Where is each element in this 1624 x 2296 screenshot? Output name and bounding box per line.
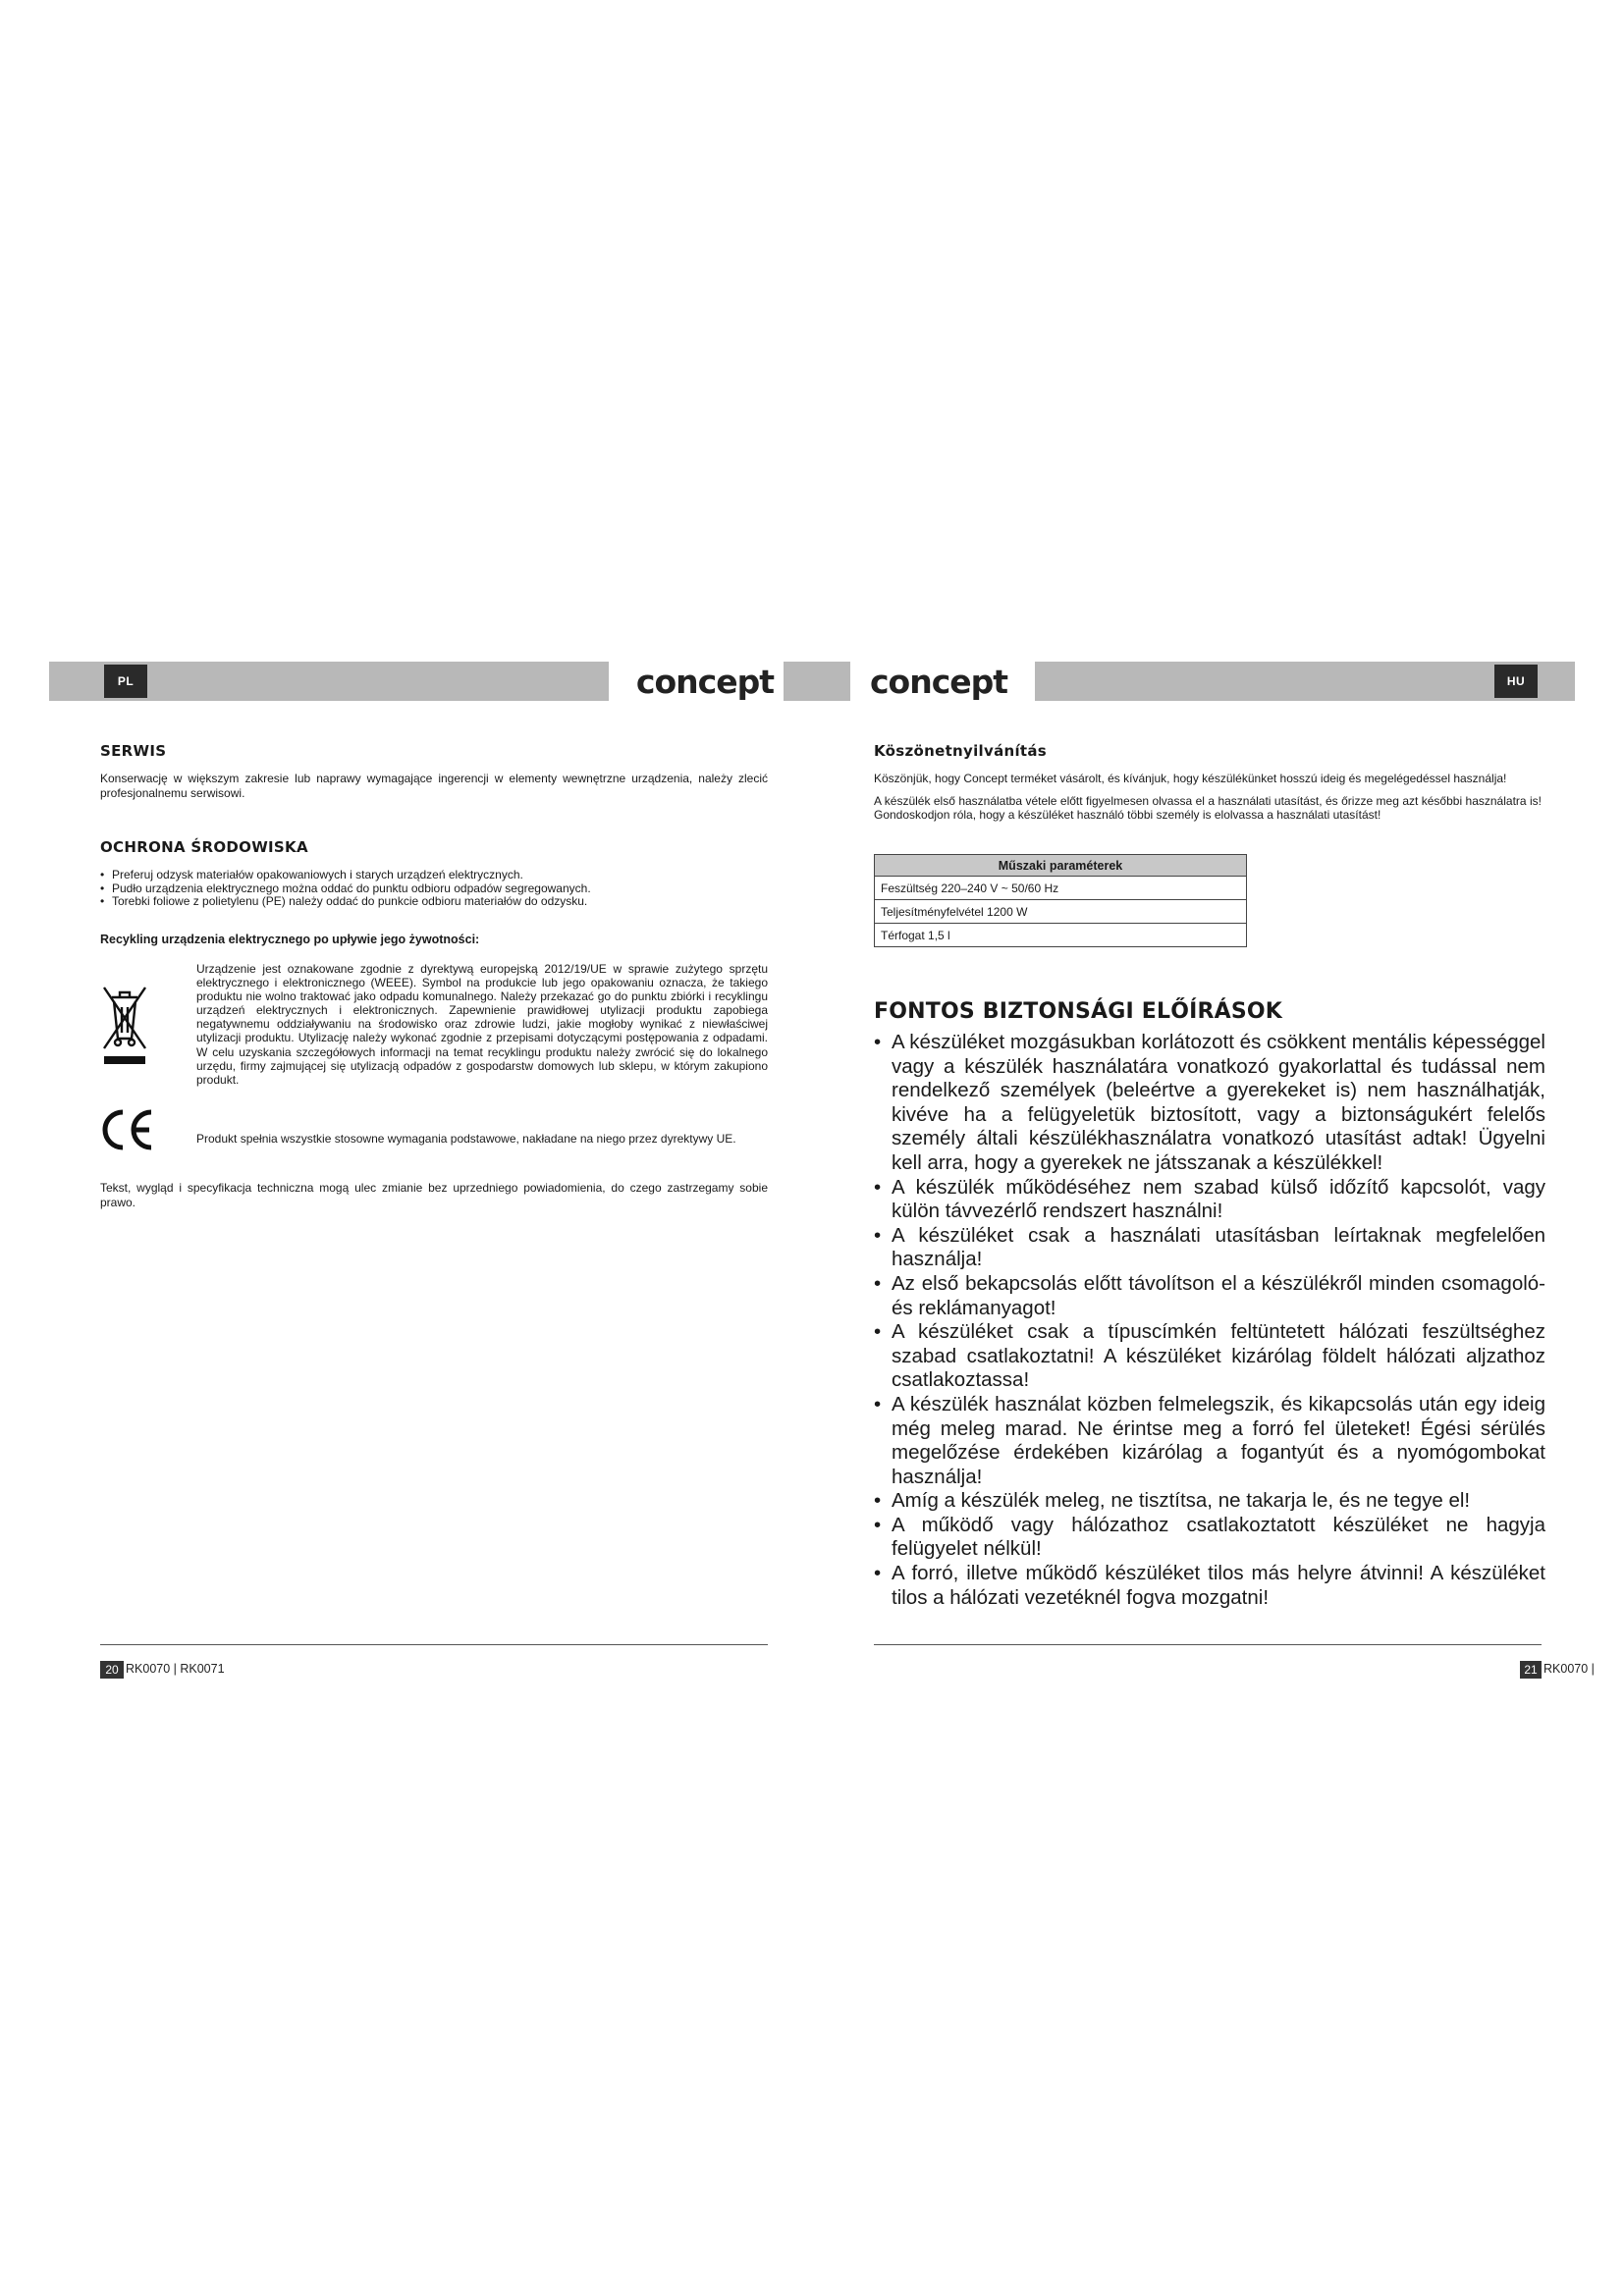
section-serwis	[100, 742, 768, 800]
recykling-title: Recykling urządzenia elektrycznego po upływie jego żywotności:	[100, 933, 480, 946]
footer-divider-right	[874, 1644, 1542, 1645]
ce-mark-icon	[98, 1107, 155, 1152]
safety-title: FONTOS BIZTONSÁGI ELŐÍRÁSOK	[874, 999, 1283, 1024]
list-item: • A készüléket mozgásukban korlátozott és csökkent mentális képességgel vagy a készülék használatára vonatkozó gyakorlattal és tudással nem rendelkező személyek (beleértve a gyerekeket is) nem használhatják, kivéve ha a felügyeletük biztosított, vagy a biztonságukért felelős személy általi készülékhasználatra vonatkozó utasítást adtak! Ügyelni kell arra, hogy a gyerekek ne játsszanak a készülékkel!	[874, 1031, 1545, 1176]
ce-text: Produkt spełnia wszystkie stosowne wymagania podstawowe, nakładane na niego przez dyrektywy UE.	[196, 1132, 736, 1146]
spec-row: Teljesítményfelvétel 1200 W	[875, 900, 1247, 924]
language-badge-pl: PL	[104, 665, 147, 698]
footer-divider-left	[100, 1644, 768, 1645]
brand-logo-left: concept	[609, 662, 784, 701]
recykling-text: Urządzenie jest oznakowane zgodnie z dyrektywą europejską 2012/19/UE w sprawie zużytego sprzętu elektrycznego i elektronicznego (WEEE). Symbol na produkcie lub jego opakowaniu oznacza, że takiego produktu nie wolno traktować jako odpadu komunalnego. Należy przekazać go do punktu zbiórki i recyklingu urządzeń elektrycznych i elektronicznych. Zapewnienie prawidłowej utylizacji produktu zapobiega negatywnemu oddziaływaniu na środowisko oraz zdrowie ludzi, jakie mogłoby wynikać z niewłaściwej utylizacji produktu. Utylizację należy wykonać zgodnie z przepisami dotyczącymi postępowania z odpadami. W celu uzyskania szczegółowych informacji na temat recyklingu produktu należy zwrócić się do lokalnego urzędu, firmy zajmującej się utylizacją odpadów z gospodarstw domowych lub sklepu, w którym zakupiono produkt.	[196, 962, 768, 1087]
ochrona-list	[100, 869, 768, 909]
list-item: • Amíg a készülék meleg, ne tisztítsa, ne takarja le, és ne tegye el!	[874, 1489, 1545, 1514]
page-number-right: 21	[1520, 1661, 1542, 1679]
serwis-text: Konserwację w większym zakresie lub naprawy wymagające ingerencji w elementy wewnętrzne urządzenia, należy zlecić profesjonalnemu serwisowi.	[100, 772, 768, 800]
list-item: • Az első bekapcsolás előtt távolítson el a készülékről minden csomagoló- és reklámanyagot!	[874, 1272, 1545, 1320]
list-item: • A forró, illetve működő készüléket tilos más helyre átvinni! A készüléket tilos a hálózati vezetéknél fogva mozgatni!	[874, 1562, 1545, 1610]
footer-model-right: RK0070 |	[1543, 1662, 1595, 1676]
safety-list	[874, 1031, 1545, 1610]
thanks-title: Köszönetnyilvánítás	[874, 742, 1048, 760]
thanks-text-1: Köszönjük, hogy Concept terméket vásárolt, és kívánjuk, hogy készülékünket hosszú ideig és megelégedéssel használja!	[874, 772, 1507, 785]
list-item: • A készülék használat közben felmelegszik, és kikapcsolás után egy ideig még meleg marad. Ne érintse meg a forró fel ületeket! Égési sérülés megelőzése érdekében kizárólag a fogantyút és a nyomógombokat használja!	[874, 1393, 1545, 1489]
disclaimer-text: Tekst, wygląd i specyfikacja techniczna mogą ulec zmianie bez uprzedniego powiadomienia, do czego zastrzegamy sobie prawo.	[100, 1181, 768, 1209]
serwis-title: SERWIS	[100, 742, 167, 760]
list-item: • A készüléket csak a típuscímkén feltüntetett hálózati feszültséghez szabad csatlakoztatni! A készüléket kizárólag földelt hálózati aljzathoz csatlakoztassa!	[874, 1320, 1545, 1393]
list-item: • A működő vagy hálózathoz csatlakoztatott készüléket ne hagyja felügyelet nélkül!	[874, 1514, 1545, 1562]
section-ochrona	[100, 838, 768, 909]
weee-bin-icon	[100, 982, 149, 1072]
header-bar	[49, 662, 1575, 701]
list-item: • Pudło urządzenia elektrycznego można oddać do punktu odbioru odpadów segregowanych.	[100, 882, 768, 896]
page-number-left: 20	[100, 1661, 124, 1679]
list-item: • Preferuj odzysk materiałów opakowaniowych i starych urządzeń elektrycznych.	[100, 869, 768, 882]
list-item: • A készüléket csak a használati utasításban leírtaknak megfelelően használja!	[874, 1224, 1545, 1272]
section-thanks	[874, 742, 1542, 823]
list-item: • Torebki foliowe z polietylenu (PE) należy oddać do punkcie odbioru materiałów do odzysku.	[100, 895, 768, 909]
ochrona-title: OCHRONA ŚRODOWISKA	[100, 838, 308, 856]
list-item: • A készülék működéséhez nem szabad külső időzítő kapcsolót, vagy külön távvezérlő rendszert használni!	[874, 1176, 1545, 1224]
brand-logo-right: concept	[850, 662, 1035, 701]
spec-table	[874, 854, 1247, 947]
language-badge-hu: HU	[1494, 665, 1538, 698]
spec-row: Térfogat 1,5 l	[875, 924, 1247, 947]
spec-table-header: Műszaki paraméterek	[875, 855, 1247, 877]
thanks-text-2: A készülék első használatba vétele előtt figyelmesen olvassa el a használati utasítást, és őrizze meg azt későbbi használatra is! Gondoskodjon róla, hogy a készüléket használó többi személy is elolvassa a használati utasítást!	[874, 793, 1542, 822]
spec-row: Feszültség 220–240 V ~ 50/60 Hz	[875, 877, 1247, 900]
footer-model-left: RK0070 | RK0071	[126, 1662, 225, 1676]
